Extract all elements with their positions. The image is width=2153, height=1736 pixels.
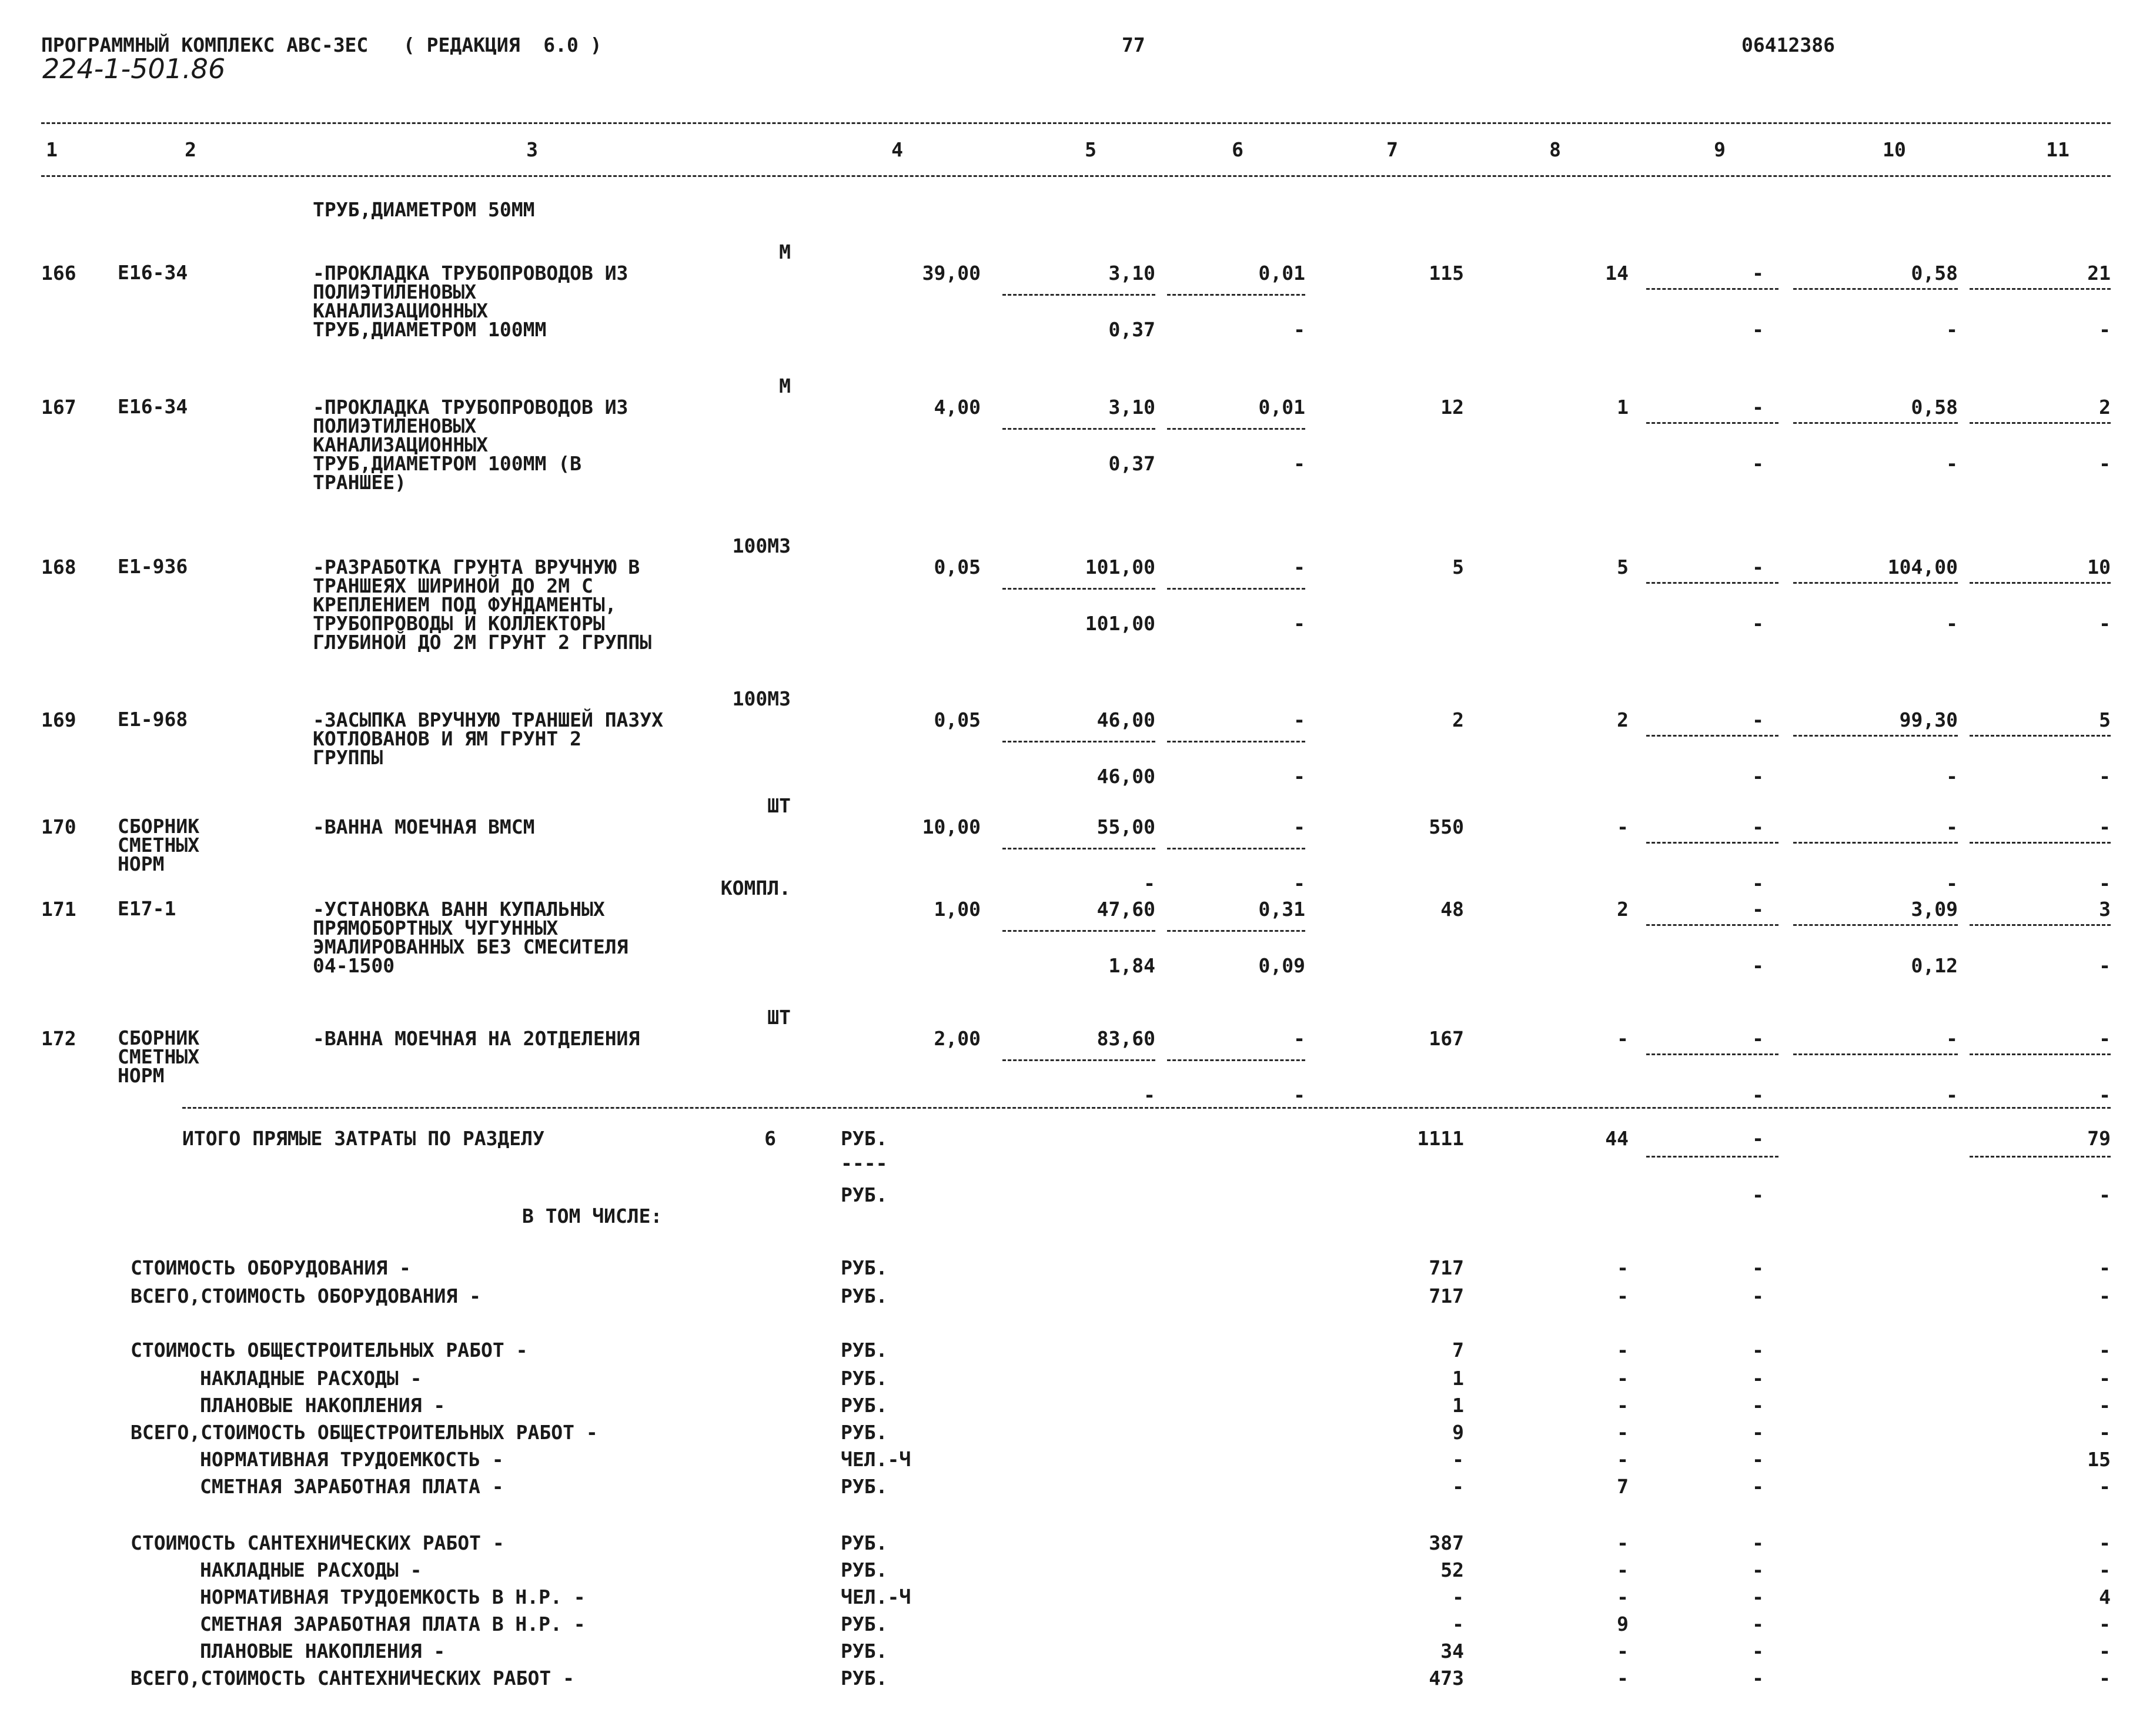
cell-divider xyxy=(1646,288,1778,290)
summary-wage: - xyxy=(1617,1256,1629,1279)
item-quantity: 2,00 xyxy=(934,1027,981,1050)
labor-total: - xyxy=(2099,815,2111,838)
cell-divider xyxy=(1646,582,1778,584)
cost-per-unit: 55,00 xyxy=(1096,815,1155,838)
wage-per-unit: - xyxy=(1144,1083,1155,1106)
item-code: Е1-936 xyxy=(118,555,188,578)
summary-unit: РУБ. xyxy=(841,1475,888,1498)
column-number: 8 xyxy=(1549,138,1561,161)
total-labor-value: - xyxy=(1752,1127,1764,1150)
labor-value: - xyxy=(1752,815,1764,838)
item-number: 171 xyxy=(41,898,76,921)
column-number: 7 xyxy=(1386,138,1398,161)
item-unit: КОМПЛ. xyxy=(720,877,791,899)
item-description-line: ЭМАЛИРОВАННЫХ БЕЗ СМЕСИТЕЛЯ xyxy=(313,935,628,958)
item-unit: 100М3 xyxy=(732,534,791,557)
cell-divider xyxy=(1167,1059,1305,1061)
cell-divider xyxy=(1793,288,1958,290)
item-quantity: 4,00 xyxy=(934,396,981,419)
machine-wage-per-unit: 0,09 xyxy=(1258,954,1305,977)
labor-per-unit-sub: 0,12 xyxy=(1911,954,1958,977)
column-number: 4 xyxy=(891,138,903,161)
summary-labor: - xyxy=(2099,1475,2111,1498)
summary-label: ВСЕГО,СТОИМОСТЬ ОБОРУДОВАНИЯ - xyxy=(131,1285,482,1307)
total-wage: 14 xyxy=(1605,262,1629,285)
cell-divider xyxy=(1970,582,2111,584)
item-code: СБОРНИК СМЕТНЫХ НОРМ xyxy=(118,815,200,875)
item-unit: М xyxy=(779,374,791,397)
total-unit: РУБ. xyxy=(841,1127,888,1150)
summary-wage: - xyxy=(1617,1586,1629,1608)
page-number: 77 xyxy=(1122,34,1145,56)
item-quantity: 10,00 xyxy=(922,815,981,838)
item-description-line: ТРАНШЕЕ) xyxy=(313,471,406,494)
cell-divider xyxy=(1167,428,1305,430)
machine-cost-per-unit: - xyxy=(1293,815,1305,838)
total-cost: 550 xyxy=(1429,815,1464,838)
summary-labor: - xyxy=(2099,1613,2111,1635)
column-number: 6 xyxy=(1232,138,1243,161)
labor-per-unit-sub: - xyxy=(1946,765,1958,788)
labor-value-sub: - xyxy=(1752,954,1764,977)
cell-divider xyxy=(1167,741,1305,742)
summary-labor-value: - xyxy=(1752,1613,1764,1635)
cost-per-unit: 101,00 xyxy=(1085,556,1155,578)
labor-per-unit: - xyxy=(1946,815,1958,838)
machine-wage-per-unit: - xyxy=(1293,452,1305,475)
summary-label: НАКЛАДНЫЕ РАСХОДЫ - xyxy=(200,1367,422,1390)
labor-total-sub: - xyxy=(2099,612,2111,635)
labor-per-unit: 0,58 xyxy=(1911,396,1958,419)
cell-divider xyxy=(1970,288,2111,290)
cell-divider xyxy=(1002,930,1155,932)
total-cost: 1111 xyxy=(1417,1127,1464,1150)
total-cost: 48 xyxy=(1440,898,1464,921)
summary-labor-value: - xyxy=(1752,1339,1764,1362)
cell-divider xyxy=(1793,842,1958,844)
cell-divider xyxy=(1002,1059,1155,1061)
cell-divider xyxy=(1002,294,1155,296)
summary-wage: - xyxy=(1617,1667,1629,1690)
cell-divider xyxy=(1793,422,1958,424)
item-description-line: ПОЛИЭТИЛЕНОВЫХ xyxy=(313,414,477,437)
item-code: Е1-968 xyxy=(118,708,188,731)
summary-labor: - xyxy=(2099,1421,2111,1444)
total-wage: 5 xyxy=(1617,556,1629,578)
total-wage: 2 xyxy=(1617,708,1629,731)
wage-per-unit: 46,00 xyxy=(1096,765,1155,788)
summary-cost: 1 xyxy=(1452,1394,1464,1417)
summary-cost: 473 xyxy=(1429,1667,1464,1690)
summary-unit: РУБ. xyxy=(841,1667,888,1690)
total-cost: 12 xyxy=(1440,396,1464,419)
cell-divider xyxy=(1646,1156,1778,1158)
total-wage: 2 xyxy=(1617,898,1629,921)
machine-wage-per-unit: - xyxy=(1293,612,1305,635)
summary-labor-value: - xyxy=(1752,1394,1764,1417)
summary-labor-value: - xyxy=(1752,1667,1764,1690)
item-description-line: ТРАНШЕЯХ ШИРИНОЙ ДО 2М С xyxy=(313,574,593,597)
summary-cost: 717 xyxy=(1429,1256,1464,1279)
summary-wage: - xyxy=(1617,1394,1629,1417)
machine-cost-per-unit: - xyxy=(1293,708,1305,731)
header-rule-top xyxy=(41,122,2111,124)
labor-total: 3 xyxy=(2099,898,2111,921)
summary-label: ПЛАНОВЫЕ НАКОПЛЕНИЯ - xyxy=(200,1640,446,1663)
summary-wage: - xyxy=(1617,1421,1629,1444)
summary-wage: - xyxy=(1617,1339,1629,1362)
summary-cost: - xyxy=(1452,1613,1464,1635)
labor-total: - xyxy=(2099,1027,2111,1050)
cell-divider xyxy=(1002,848,1155,849)
labor-value-sub: - xyxy=(1752,765,1764,788)
labor-per-unit-sub: - xyxy=(1946,318,1958,341)
summary-label: НАКЛАДНЫЕ РАСХОДЫ - xyxy=(200,1558,422,1581)
summary-unit: РУБ. xyxy=(841,1640,888,1663)
total-wage: - xyxy=(1617,1027,1629,1050)
item-description-line: ТРУБОПРОВОДЫ И КОЛЛЕКТОРЫ xyxy=(313,612,605,635)
summary-labor: - xyxy=(2099,1285,2111,1307)
summary-labor: - xyxy=(2099,1558,2111,1581)
labor-value-sub: - xyxy=(1752,452,1764,475)
item-description-line: ТРУБ,ДИАМЕТРОМ 100ММ xyxy=(313,318,547,341)
summary-labor: - xyxy=(2099,1394,2111,1417)
summary-labor: - xyxy=(2099,1256,2111,1279)
summary-label: СТОИМОСТЬ ОБЩЕСТРОИТЕЛЬНЫХ РАБОТ - xyxy=(131,1339,528,1362)
item-description-line: -ПРОКЛАДКА ТРУБОПРОВОДОВ ИЗ xyxy=(313,262,628,285)
summary-labor-value: - xyxy=(1752,1367,1764,1390)
total-label: ИТОГО ПРЯМЫЕ ЗАТРАТЫ ПО РАЗДЕЛУ xyxy=(182,1127,544,1150)
labor-per-unit: - xyxy=(1946,1027,1958,1050)
summary-cost: 34 xyxy=(1440,1640,1464,1663)
column-number: 2 xyxy=(185,138,196,161)
item-description-line: -УСТАНОВКА ВАНН КУПАЛЬНЫХ xyxy=(313,898,605,921)
labor-value-sub: - xyxy=(1752,1083,1764,1106)
labor-total-sub: - xyxy=(2099,1083,2111,1106)
cell-divider xyxy=(1970,1053,2111,1055)
total-unit-divider: ---- xyxy=(841,1152,888,1175)
program-title: ПРОГРАММНЫЙ КОМПЛЕКС АВС-ЗЕС ( РЕДАКЦИЯ 6.0 ) xyxy=(41,34,602,56)
column-number: 11 xyxy=(2046,138,2070,161)
cell-divider xyxy=(1970,924,2111,926)
summary-unit: РУБ. xyxy=(841,1285,888,1307)
total-labor-sub: - xyxy=(2099,1183,2111,1206)
summary-cost: - xyxy=(1452,1448,1464,1471)
column-number: 10 xyxy=(1883,138,1906,161)
column-number: 1 xyxy=(46,138,58,161)
cell-divider xyxy=(1793,582,1958,584)
summary-label: НОРМАТИВНАЯ ТРУДОЕМКОСТЬ - xyxy=(200,1448,504,1471)
cost-per-unit: 3,10 xyxy=(1108,262,1155,285)
labor-total-sub: - xyxy=(2099,954,2111,977)
summary-labor-value: - xyxy=(1752,1285,1764,1307)
item-description-line: ГРУППЫ xyxy=(313,746,383,769)
item-unit: ШТ xyxy=(767,794,791,817)
cell-divider xyxy=(1167,848,1305,849)
cell-divider xyxy=(1002,741,1155,742)
item-description-line: -ВАННА МОЕЧНАЯ НА 2ОТДЕЛЕНИЯ xyxy=(313,1027,640,1050)
summary-labor-value: - xyxy=(1752,1640,1764,1663)
item-quantity: 0,05 xyxy=(934,708,981,731)
labor-value: - xyxy=(1752,396,1764,419)
column-number: 3 xyxy=(526,138,538,161)
total-unit-sub: РУБ. xyxy=(841,1183,888,1206)
item-description-line: ГЛУБИНОЙ ДО 2М ГРУНТ 2 ГРУППЫ xyxy=(313,631,652,654)
summary-labor: - xyxy=(2099,1531,2111,1554)
summary-label: СМЕТНАЯ ЗАРАБОТНАЯ ПЛАТА В Н.Р. - xyxy=(200,1613,586,1635)
cost-per-unit: 46,00 xyxy=(1096,708,1155,731)
item-quantity: 1,00 xyxy=(934,898,981,921)
summary-unit: РУБ. xyxy=(841,1339,888,1362)
summary-labor: 15 xyxy=(2087,1448,2111,1471)
including-label: В ТОМ ЧИСЛЕ: xyxy=(522,1205,663,1227)
labor-per-unit-sub: - xyxy=(1946,872,1958,895)
item-description-line: -ЗАСЫПКА ВРУЧНУЮ ТРАНШЕЙ ПАЗУХ xyxy=(313,708,664,731)
summary-wage: - xyxy=(1617,1640,1629,1663)
item-unit: 100М3 xyxy=(732,687,791,710)
summary-unit: РУБ. xyxy=(841,1558,888,1581)
wage-per-unit: 1,84 xyxy=(1108,954,1155,977)
total-rule xyxy=(182,1107,2111,1109)
labor-per-unit: 104,00 xyxy=(1887,556,1958,578)
summary-label: ПЛАНОВЫЕ НАКОПЛЕНИЯ - xyxy=(200,1394,446,1417)
item-unit: М xyxy=(779,240,791,263)
item-quantity: 0,05 xyxy=(934,556,981,578)
summary-unit: ЧЕЛ.-Ч xyxy=(841,1448,911,1471)
summary-wage: - xyxy=(1617,1285,1629,1307)
item-number: 167 xyxy=(41,396,76,419)
item-number: 172 xyxy=(41,1027,76,1050)
cell-divider xyxy=(1793,735,1958,737)
column-number: 5 xyxy=(1085,138,1096,161)
labor-value: - xyxy=(1752,556,1764,578)
item-description-line: -РАЗРАБОТКА ГРУНТА ВРУЧНУЮ В xyxy=(313,556,640,578)
item-number: 169 xyxy=(41,708,76,731)
item-description-line: КАНАЛИЗАЦИОННЫХ xyxy=(313,433,489,456)
summary-labor-value: - xyxy=(1752,1531,1764,1554)
summary-unit: РУБ. xyxy=(841,1531,888,1554)
labor-total: 2 xyxy=(2099,396,2111,419)
item-quantity: 39,00 xyxy=(922,262,981,285)
machine-wage-per-unit: - xyxy=(1293,318,1305,341)
labor-total: 21 xyxy=(2087,262,2111,285)
summary-label: ВСЕГО,СТОИМОСТЬ САНТЕХНИЧЕСКИХ РАБОТ - xyxy=(131,1667,574,1690)
cell-divider xyxy=(1970,422,2111,424)
cell-divider xyxy=(1793,924,1958,926)
summary-wage: 9 xyxy=(1617,1613,1629,1635)
machine-wage-per-unit: - xyxy=(1293,765,1305,788)
cell-divider xyxy=(1970,1156,2111,1158)
cell-divider xyxy=(1793,1053,1958,1055)
machine-wage-per-unit: - xyxy=(1293,1083,1305,1106)
item-description-line: КОТЛОВАНОВ И ЯМ ГРУНТ 2 xyxy=(313,727,581,750)
summary-label: СТОИМОСТЬ САНТЕХНИЧЕСКИХ РАБОТ - xyxy=(131,1531,504,1554)
item-description-line: ПОЛИЭТИЛЕНОВЫХ xyxy=(313,280,477,303)
labor-value-sub: - xyxy=(1752,612,1764,635)
item-unit: ШТ xyxy=(767,1006,791,1029)
summary-labor-value: - xyxy=(1752,1586,1764,1608)
summary-labor-value: - xyxy=(1752,1448,1764,1471)
cell-divider xyxy=(1970,735,2111,737)
wage-per-unit: - xyxy=(1144,872,1155,895)
labor-value: - xyxy=(1752,708,1764,731)
total-cost: 115 xyxy=(1429,262,1464,285)
item-code: СБОРНИК СМЕТНЫХ НОРМ xyxy=(118,1026,200,1087)
cell-divider xyxy=(1646,735,1778,737)
summary-unit: РУБ. xyxy=(841,1394,888,1417)
item-number: 168 xyxy=(41,556,76,578)
labor-total: 5 xyxy=(2099,708,2111,731)
summary-label: СТОИМОСТЬ ОБОРУДОВАНИЯ - xyxy=(131,1256,411,1279)
cell-divider xyxy=(1167,588,1305,590)
summary-unit: РУБ. xyxy=(841,1256,888,1279)
summary-cost: - xyxy=(1452,1586,1464,1608)
total-cost: 2 xyxy=(1452,708,1464,731)
cell-divider xyxy=(1167,930,1305,932)
item-description-line: ТРУБ,ДИАМЕТРОМ 100ММ (В xyxy=(313,452,581,475)
item-number: 166 xyxy=(41,262,76,285)
total-cost: 5 xyxy=(1452,556,1464,578)
summary-wage: - xyxy=(1617,1448,1629,1471)
labor-total: 10 xyxy=(2087,556,2111,578)
total-wage: 1 xyxy=(1617,396,1629,419)
labor-per-unit-sub: - xyxy=(1946,612,1958,635)
summary-wage: - xyxy=(1617,1367,1629,1390)
cost-per-unit: 83,60 xyxy=(1096,1027,1155,1050)
column-number: 9 xyxy=(1714,138,1726,161)
labor-value-sub: - xyxy=(1752,872,1764,895)
summary-labor-value: - xyxy=(1752,1558,1764,1581)
item-code: Е17-1 xyxy=(118,897,176,920)
cell-divider xyxy=(1970,842,2111,844)
labor-total-sub: - xyxy=(2099,872,2111,895)
summary-labor-value: - xyxy=(1752,1475,1764,1498)
cell-divider xyxy=(1002,428,1155,430)
machine-cost-per-unit: 0,01 xyxy=(1258,396,1305,419)
labor-per-unit-sub: - xyxy=(1946,452,1958,475)
item-description-line: -ПРОКЛАДКА ТРУБОПРОВОДОВ ИЗ xyxy=(313,396,628,419)
item-description-line: КАНАЛИЗАЦИОННЫХ xyxy=(313,299,489,322)
item-code: Е16-34 xyxy=(118,261,188,284)
cell-divider xyxy=(1167,294,1305,296)
summary-unit: РУБ. xyxy=(841,1367,888,1390)
summary-unit: ЧЕЛ.-Ч xyxy=(841,1586,911,1608)
labor-value-sub: - xyxy=(1752,318,1764,341)
labor-value: - xyxy=(1752,898,1764,921)
wage-per-unit: 0,37 xyxy=(1108,452,1155,475)
labor-per-unit: 0,58 xyxy=(1911,262,1958,285)
total-labor: 79 xyxy=(2087,1127,2111,1150)
labor-value: - xyxy=(1752,1027,1764,1050)
labor-total-sub: - xyxy=(2099,765,2111,788)
summary-cost: 9 xyxy=(1452,1421,1464,1444)
total-section-number: 6 xyxy=(764,1127,776,1150)
labor-value: - xyxy=(1752,262,1764,285)
summary-cost: 717 xyxy=(1429,1285,1464,1307)
cell-divider xyxy=(1646,924,1778,926)
summary-unit: РУБ. xyxy=(841,1613,888,1635)
cell-divider xyxy=(1646,842,1778,844)
summary-unit: РУБ. xyxy=(841,1421,888,1444)
machine-cost-per-unit: 0,01 xyxy=(1258,262,1305,285)
summary-wage: - xyxy=(1617,1531,1629,1554)
summary-cost: 52 xyxy=(1440,1558,1464,1581)
cost-per-unit: 47,60 xyxy=(1096,898,1155,921)
machine-cost-per-unit: 0,31 xyxy=(1258,898,1305,921)
summary-cost: - xyxy=(1452,1475,1464,1498)
labor-total-sub: - xyxy=(2099,318,2111,341)
header-rule-bottom xyxy=(41,175,2111,177)
labor-per-unit: 99,30 xyxy=(1899,708,1958,731)
summary-label: ВСЕГО,СТОИМОСТЬ ОБЩЕСТРОИТЕЛЬНЫХ РАБОТ - xyxy=(131,1421,598,1444)
summary-labor: - xyxy=(2099,1367,2111,1390)
item-description-line: ПРЯМОБОРТНЫХ ЧУГУННЫХ xyxy=(313,916,559,939)
cell-divider xyxy=(1646,422,1778,424)
summary-labor-value: - xyxy=(1752,1421,1764,1444)
summary-labor: - xyxy=(2099,1339,2111,1362)
summary-label: НОРМАТИВНАЯ ТРУДОЕМКОСТЬ В Н.Р. - xyxy=(200,1586,586,1608)
item-description-line: 04-1500 xyxy=(313,954,395,977)
cell-divider xyxy=(1002,588,1155,590)
summary-labor: 4 xyxy=(2099,1586,2111,1608)
labor-per-unit: 3,09 xyxy=(1911,898,1958,921)
item-number: 170 xyxy=(41,815,76,838)
summary-wage: 7 xyxy=(1617,1475,1629,1498)
summary-cost: 7 xyxy=(1452,1339,1464,1362)
machine-wage-per-unit: - xyxy=(1293,872,1305,895)
handwritten-code: 224-1-501.86 xyxy=(42,53,226,85)
item-description-line: -ВАННА МОЕЧНАЯ ВМСМ xyxy=(313,815,535,838)
total-labor-value-sub: - xyxy=(1752,1183,1764,1206)
wage-per-unit: 0,37 xyxy=(1108,318,1155,341)
total-wage: 44 xyxy=(1605,1127,1629,1150)
labor-per-unit-sub: - xyxy=(1946,1083,1958,1106)
item-code: Е16-34 xyxy=(118,395,188,418)
continuation-text: ТРУБ,ДИАМЕТРОМ 50ММ xyxy=(313,198,535,221)
machine-cost-per-unit: - xyxy=(1293,556,1305,578)
total-cost: 167 xyxy=(1429,1027,1464,1050)
machine-cost-per-unit: - xyxy=(1293,1027,1305,1050)
summary-labor: - xyxy=(2099,1667,2111,1690)
summary-labor: - xyxy=(2099,1640,2111,1663)
item-description-line: КРЕПЛЕНИЕМ ПОД ФУНДАМЕНТЫ, xyxy=(313,593,617,616)
labor-total-sub: - xyxy=(2099,452,2111,475)
summary-wage: - xyxy=(1617,1558,1629,1581)
wage-per-unit: 101,00 xyxy=(1085,612,1155,635)
summary-labor-value: - xyxy=(1752,1256,1764,1279)
summary-label: СМЕТНАЯ ЗАРАБОТНАЯ ПЛАТА - xyxy=(200,1475,504,1498)
total-wage: - xyxy=(1617,815,1629,838)
summary-cost: 387 xyxy=(1429,1531,1464,1554)
summary-cost: 1 xyxy=(1452,1367,1464,1390)
cost-per-unit: 3,10 xyxy=(1108,396,1155,419)
document-number: 06412386 xyxy=(1741,34,1835,56)
cell-divider xyxy=(1646,1053,1778,1055)
